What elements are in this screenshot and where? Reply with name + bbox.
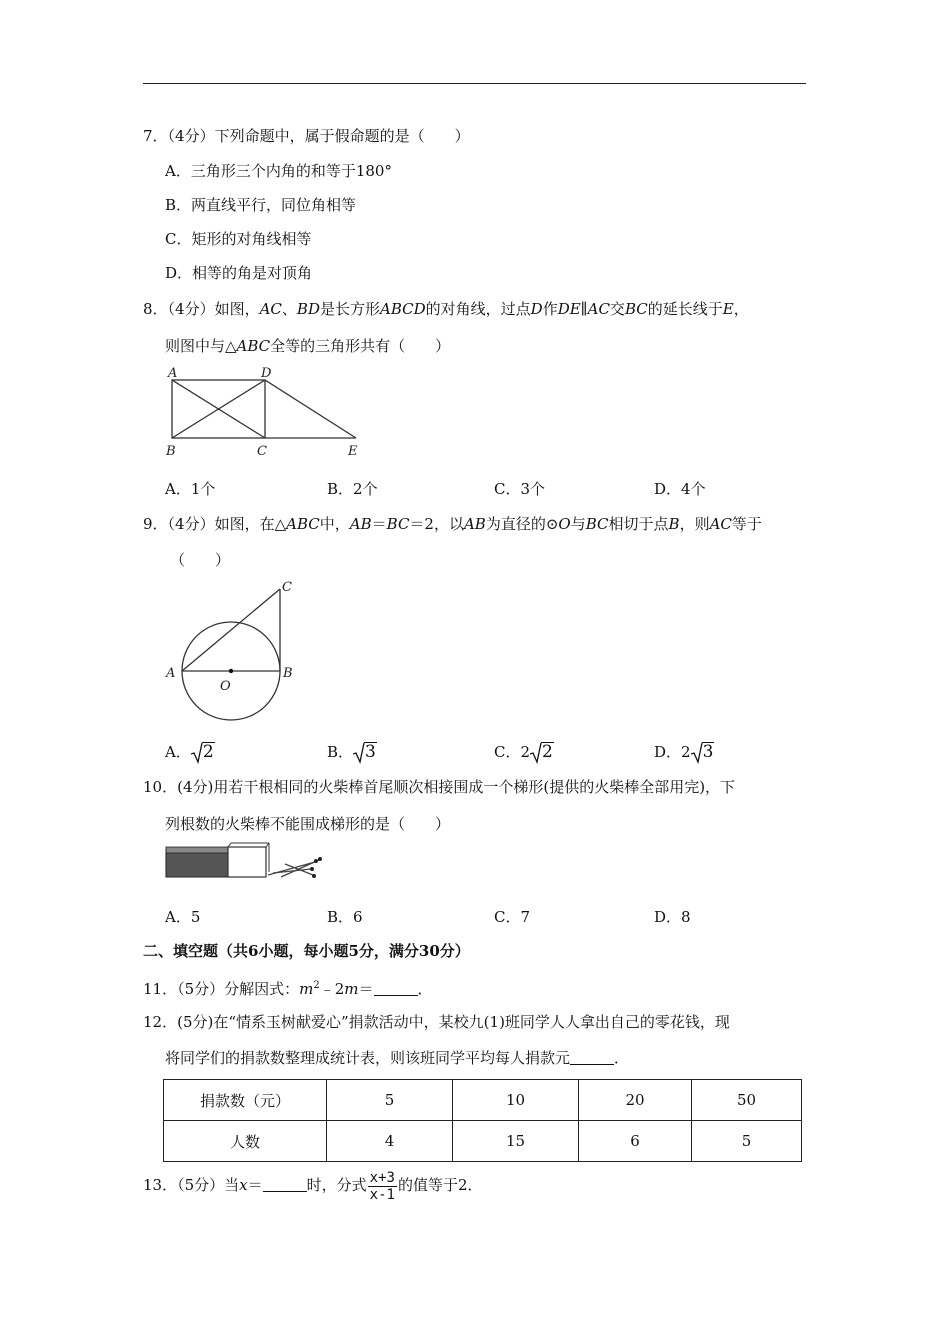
q9-circle-figure [160,575,305,725]
table-cell: 6 [579,1121,692,1162]
q8-label-c: C [257,444,267,459]
q9-option-a: A． 2 [165,742,214,762]
table-row [164,1080,802,1121]
table-cell: 20 [579,1080,692,1121]
q9-label-o: O [220,679,231,694]
q8-stem-line1: 8．（4分）如图，AC、BD是长方形ABCD的对角线，过点D作DE∥AC交BC的延长线于E， [143,300,749,318]
q9-option-b: B． 3 [327,742,376,762]
table-cell: 人数 [164,1121,327,1162]
q9-stem-line1: 9．（4分）如图，在△ABC中，AB＝BC＝2，以AB为直径的⊙O与BC相切于点B，则AC等于 [143,515,762,533]
q8-option-c: C．3个 [494,480,546,498]
q8-label-e: E [348,444,358,459]
q9-option-d: D．2 3 [654,742,714,762]
q10-option-c: C．7 [494,908,531,926]
q7-stem: 7．（4分）下列命题中，属于假命题的是（ ） [143,127,470,145]
q9-label-a: A [166,666,176,681]
q7-option-c: C．矩形的对角线相等 [165,230,312,248]
q8-option-b: B．2个 [327,480,378,498]
q9-stem-line2: （ ） [170,551,231,569]
q7-option-a: A．三角形三个内角的和等于180° [165,162,392,180]
table-row [164,1121,802,1162]
q9-label-b: B [283,666,293,681]
header-rule [143,83,806,84]
q10-option-b: B．6 [327,908,363,926]
q8-option-d: D．4个 [654,480,706,498]
q10-stem-line1: 10．(4分)用若干根相同的火柴棒首尾顺次相接围成一个梯形(提供的火柴棒全部用完)，下 [143,778,736,796]
q8-stem-line2: 则图中与△ABC全等的三角形共有（ ） [165,337,451,355]
q7-option-d: D．相等的角是对顶角 [165,264,313,282]
q8-label-a: A [168,366,178,381]
q8-rectangle-figure [160,362,375,464]
q9-label-c: C [282,580,292,595]
q10-option-d: D．8 [654,908,691,926]
table-cell: 5 [327,1080,453,1121]
q13-answer-blank[interactable] [263,1177,307,1192]
q10-stem-line2: 列根数的火柴棒不能围成梯形的是（ ） [165,815,451,833]
q8-option-a: A．1个 [165,480,216,498]
table-cell: 4 [327,1121,453,1162]
q11-answer-blank[interactable] [374,981,418,996]
q12-answer-blank[interactable] [570,1050,614,1065]
table-cell: 5 [692,1121,802,1162]
table-cell: 15 [453,1121,579,1162]
table-cell: 10 [453,1080,579,1121]
q8-label-b: B [166,444,176,459]
q12-stem-line2: 将同学们的捐款数整理成统计表，则该班同学平均每人捐款元 ． [165,1049,630,1067]
q10-matchbox-figure [163,842,328,882]
q13-stem: 13．（5分）当x＝ 时，分式 $\frac{x+3}{x-1}$ 的值等于2． [143,1169,483,1203]
table-cell: 捐款数（元） [164,1080,327,1121]
q12-stem-line1: 12．(5分)在“情系玉树献爱心”捐款活动中，某校九(1)班同学人人拿出自己的零花钱，现 [143,1013,730,1031]
table-cell: 50 [692,1080,802,1121]
q12-donation-table [163,1079,802,1162]
q10-option-a: A．5 [165,908,201,926]
q9-option-c: C．2 2 [494,742,553,762]
q13-fraction: $\frac{x+3}{x-1}$ [369,1169,395,1203]
section2-title: 二、填空题（共6小题，每小题5分，满分30分） [143,942,470,960]
q7-option-b: B．两直线平行，同位角相等 [165,196,357,214]
q11-stem: 11．（5分）分解因式：$m^2﹣2m=$ ． [143,980,433,998]
q8-label-d: D [261,366,272,381]
